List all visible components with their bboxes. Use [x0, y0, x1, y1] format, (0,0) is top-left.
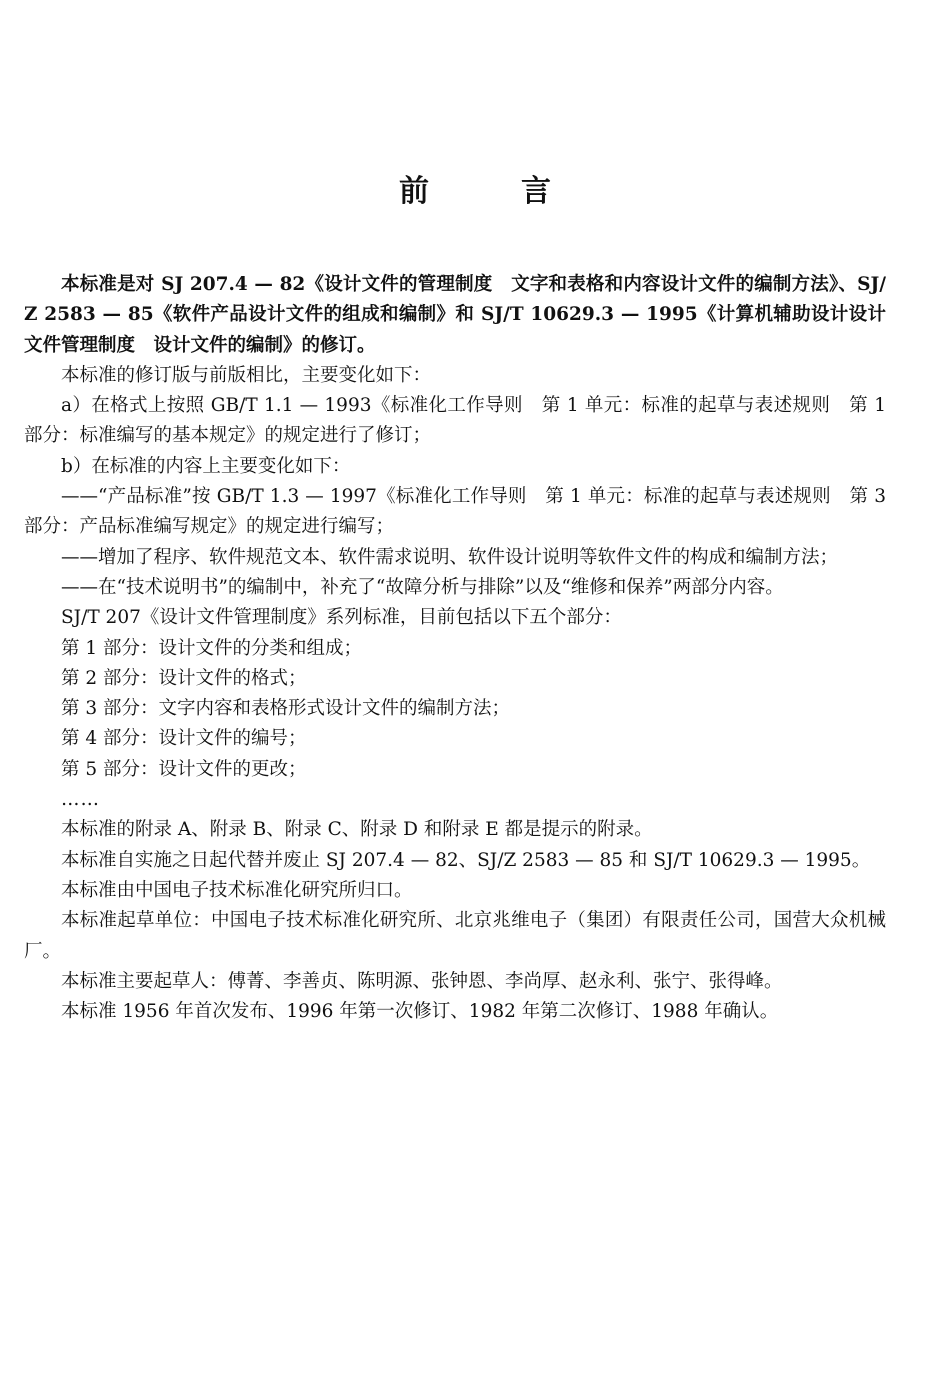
- paragraph-changes-heading: 本标准的修订版与前版相比，主要变化如下：: [61, 364, 432, 386]
- document-body: [24, 270, 886, 1027]
- paragraph-change-a: a）在格式上按照 GB/T 1.1 — 1993《标准化工作导则 第 1 单元：标准的起草与表述规则 第 1 部分：标准编写的基本规定》的规定进行了修订；: [24, 395, 886, 447]
- paragraph-drafters: 本标准主要起草人：傅菁、李善贞、陈明源、张钟恩、李尚厚、赵永利、张宁、张得峰。: [61, 970, 783, 992]
- title-char-2: 言: [521, 174, 551, 209]
- paragraph-change-b-3: ——在“技术说明书”的编制中，补充了“故障分析与排除”以及“维修和保养”两部分内容。: [61, 576, 784, 598]
- paragraph-replacement: 本标准自实施之日起代替并废止 SJ 207.4 — 82、SJ/Z 2583 — 85 和 SJ/T 10629.3 — 1995。: [61, 849, 871, 871]
- paragraph-change-b-2: ——增加了程序、软件规范文本、软件需求说明、软件设计说明等软件文件的构成和编制方法；: [61, 546, 839, 568]
- paragraph-part-3: 第 3 部分：文字内容和表格形式设计文件的编制方法；: [61, 698, 511, 720]
- paragraph-part-1: 第 1 部分：设计文件的分类和组成；: [61, 637, 363, 659]
- paragraph-governing-body: 本标准由中国电子技术标准化研究所归口。: [61, 879, 413, 901]
- title-char-1: 前: [399, 174, 429, 209]
- paragraph-drafting-units: 本标准起草单位：中国电子技术标准化研究所、北京兆维电子（集团）有限责任公司，国营大众机械厂。: [24, 910, 886, 962]
- paragraph-history: 本标准 1956 年首次发布、1996 年第一次修订、1982 年第二次修订、1988 年确认。: [61, 1001, 779, 1023]
- paragraph-part-4: 第 4 部分：设计文件的编号；: [61, 728, 307, 750]
- page-title: [0, 172, 950, 212]
- paragraph-appendix: 本标准的附录 A、附录 B、附录 C、附录 D 和附录 E 都是提示的附录。: [61, 819, 653, 841]
- paragraph-intro: 本标准是对 SJ 207.4 — 82《设计文件的管理制度 文字和表格和内容设计文件的编制方法》、SJ/Z 2583 — 85《软件产品设计文件的组成和编制》和 SJ/T 10629.3 — 1995《计算机辅助设计设计文件管理制度 设计文件的编制》的修订。: [24, 274, 886, 356]
- paragraph-part-5: 第 5 部分：设计文件的更改；: [61, 758, 307, 780]
- paragraph-change-b: b）在标准的内容上主要变化如下：: [61, 455, 351, 477]
- paragraph-series: SJ/T 207《设计文件管理制度》系列标准，目前包括以下五个部分：: [61, 607, 622, 629]
- paragraph-ellipsis: ……: [61, 789, 100, 811]
- paragraph-part-2: 第 2 部分：设计文件的格式；: [61, 667, 307, 689]
- paragraph-change-b-1: ——“产品标准”按 GB/T 1.3 — 1997《标准化工作导则 第 1 单元：标准的起草与表述规则 第 3 部分：产品标准编写规定》的规定进行编写；: [24, 486, 886, 538]
